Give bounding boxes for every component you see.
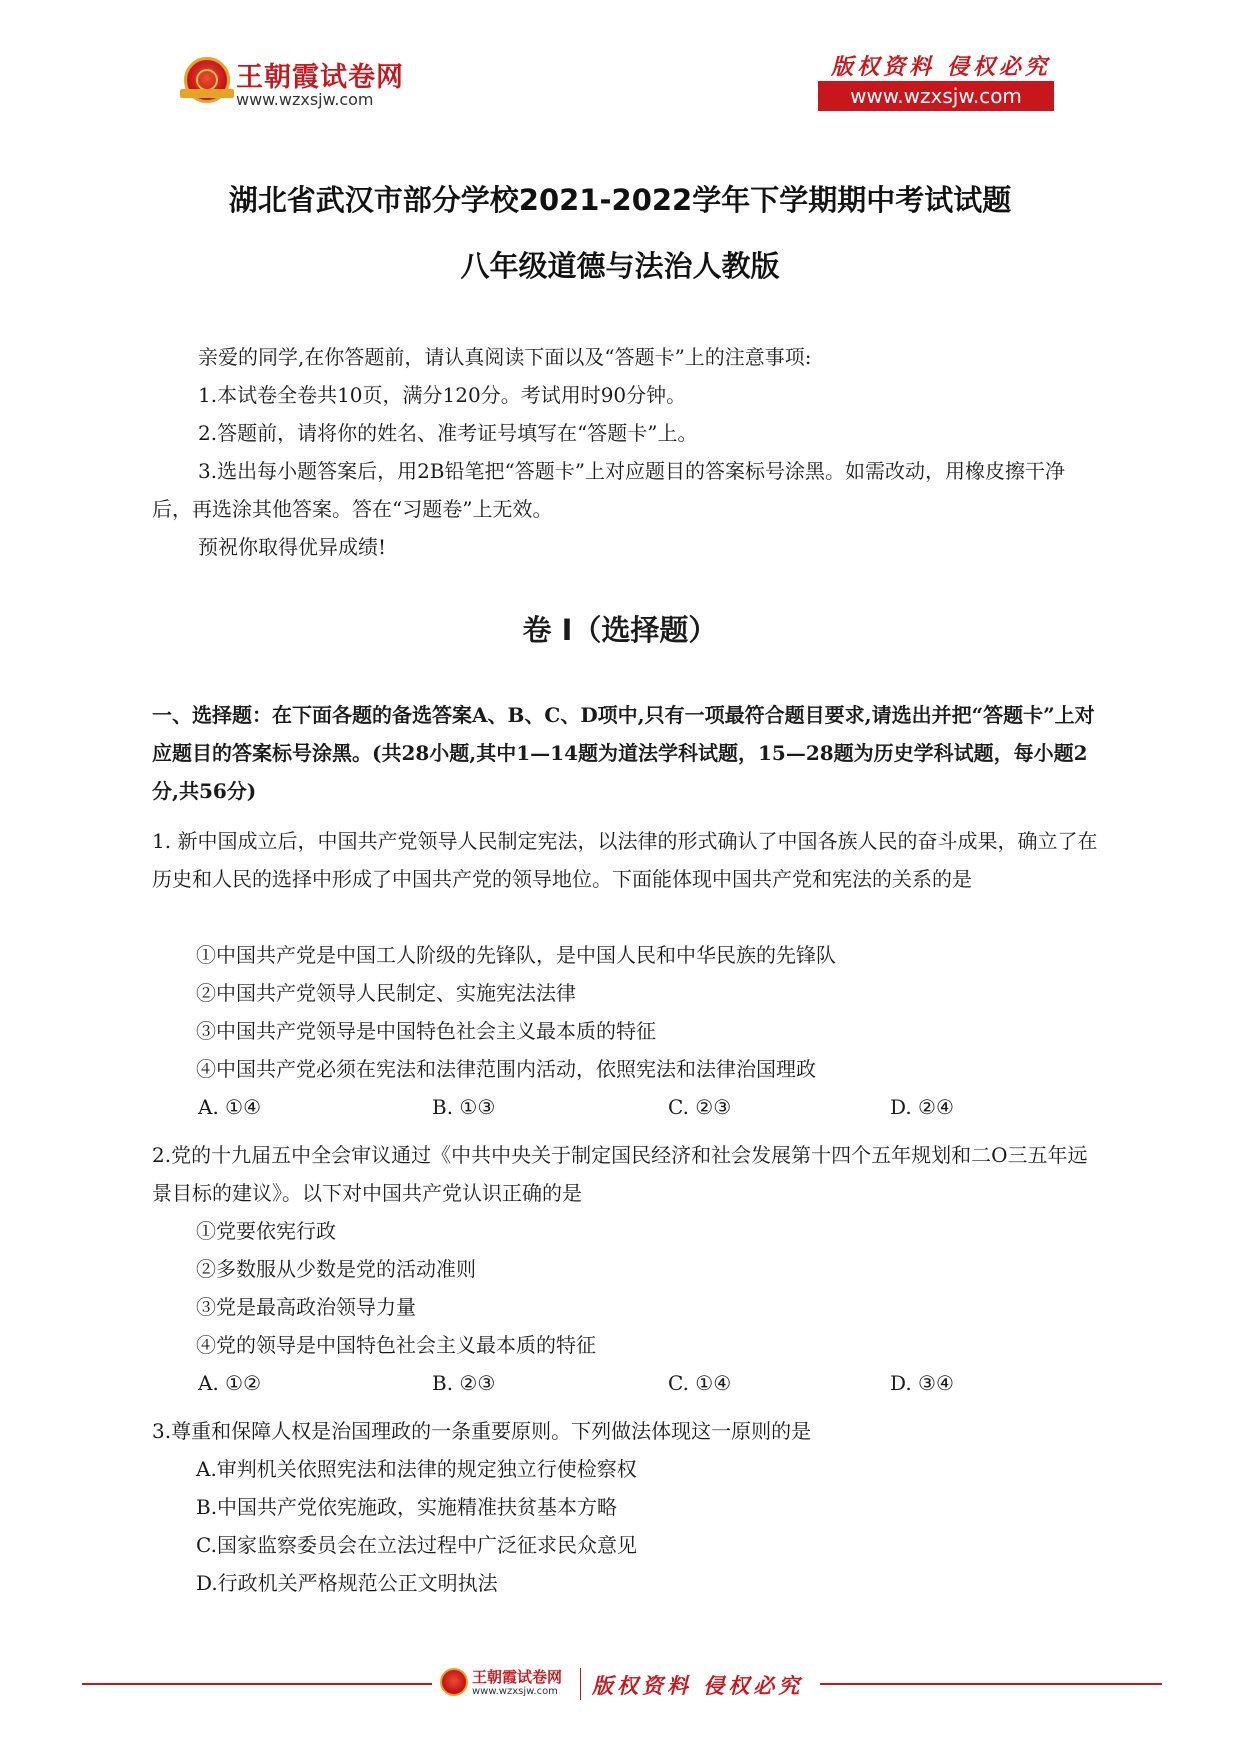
question-3-option-c: C.国家监察委员会在立法过程中广泛征求民众意见 — [196, 1533, 637, 1557]
footer-rule-left — [82, 1683, 432, 1685]
question-3-stem: 3.尊重和保障人权是治国理政的一条重要原则。下列做法体现这一原则的是 — [152, 1419, 812, 1443]
footer-seal-icon — [440, 1668, 468, 1696]
question-1-choice-d: D. ②④ — [890, 1095, 954, 1119]
question-1-stem: 1. 新中国成立后，中国共产党领导人民制定宪法，以法律的形式确认了中国各族人民的奋斗成果，确立了在历史和人民的选择中形成了中国共产党的领导地位。下面能体现中国共产党和宪法的关系的是 — [152, 829, 1098, 891]
question-2-stem: 2.党的十九届五中全会审议通过《中共中央关于制定国民经济和社会发展第十四个五年规划和二O三五年远景目标的建议》。以下对中国共产党认识正确的是 — [152, 1143, 1088, 1205]
brand-name: 王朝霞试卷网 — [236, 62, 404, 93]
question-3-option-a: A.审判机关依照宪法和法律的规定独立行使检察权 — [196, 1457, 637, 1481]
notice-greeting: 亲爱的同学,在你答题前，请认真阅读下面以及“答题卡”上的注意事项: — [198, 345, 812, 369]
question-2-option-3: ③党是最高政治领导力量 — [196, 1295, 416, 1319]
notice-item-3: 3.选出每小题答案后，用2B铅笔把“答题卡”上对应题目的答案标号涂黑。如需改动，用橡皮擦干净后，再选涂其他答案。答在“习题卷”上无效。 — [152, 459, 1065, 521]
footer-divider — [580, 1668, 581, 1700]
notice-item-2: 2.答题前，请将你的姓名、准考证号填写在“答题卡”上。 — [198, 421, 698, 445]
question-1-choice-b: B. ①③ — [432, 1095, 496, 1119]
footer-brand-url: www.wzxsjw.com — [472, 1686, 558, 1697]
question-2-choice-c: C. ①④ — [668, 1371, 732, 1395]
notice-wish: 预祝你取得优异成绩! — [198, 535, 387, 559]
footer-copyright: 版权资料 侵权必究 — [592, 1673, 804, 1698]
question-3-option-b: B.中国共产党依宪施政，实施精准扶贫基本方略 — [196, 1495, 618, 1519]
question-1-option-4: ④中国共产党必须在宪法和法律范围内活动，依照宪法和法律治国理政 — [196, 1057, 816, 1081]
brand-url: www.wzxsjw.com — [236, 90, 374, 109]
question-1-choice-c: C. ②③ — [668, 1095, 732, 1119]
copyright-notice: 版权资料 侵权必究 — [831, 54, 1051, 80]
url-banner: www.wzxsjw.com — [818, 81, 1054, 111]
question-2-choice-d: D. ③④ — [890, 1371, 954, 1395]
question-2-choice-a: A. ①② — [198, 1371, 262, 1395]
seal-ribbon — [180, 89, 234, 98]
question-2-option-1: ①党要依宪行政 — [196, 1219, 336, 1243]
notice-item-1: 1.本试卷全卷共10页，满分120分。考试用时90分钟。 — [198, 383, 687, 407]
question-2-option-4: ④党的领导是中国特色社会主义最本质的特征 — [196, 1333, 596, 1357]
question-3-option-d: D.行政机关严格规范公正文明执法 — [196, 1571, 498, 1595]
page-title: 湖北省武汉市部分学校2021-2022学年下学期期中考试试题 — [228, 183, 1012, 217]
question-1-option-2: ②中国共产党领导人民制定、实施宪法法律 — [196, 981, 576, 1005]
question-1-choice-a: A. ①④ — [198, 1095, 262, 1119]
question-2-choice-b: B. ②③ — [432, 1371, 496, 1395]
section-title: 卷 I（选择题） — [522, 613, 718, 647]
page-subtitle: 八年级道德与法治人教版 — [460, 249, 780, 283]
footer-rule-right — [820, 1683, 1162, 1685]
question-2-option-2: ②多数服从少数是党的活动准则 — [196, 1257, 476, 1281]
section-instructions: 一、选择题：在下面各题的备选答案A、B、C、D项中,只有一项最符合题目要求,请选出并把“答题卡”上对应题目的答案标号涂黑。(共28小题,其中1—14题为道法学科试题，15—28题为历史学科试题，每小题2分,共56分) — [152, 703, 1095, 803]
question-1-option-1: ①中国共产党是中国工人阶级的先锋队，是中国人民和中华民族的先锋队 — [196, 943, 836, 967]
footer-brand-name: 王朝霞试卷网 — [472, 1668, 563, 1686]
question-1-option-3: ③中国共产党领导是中国特色社会主义最本质的特征 — [196, 1019, 656, 1043]
